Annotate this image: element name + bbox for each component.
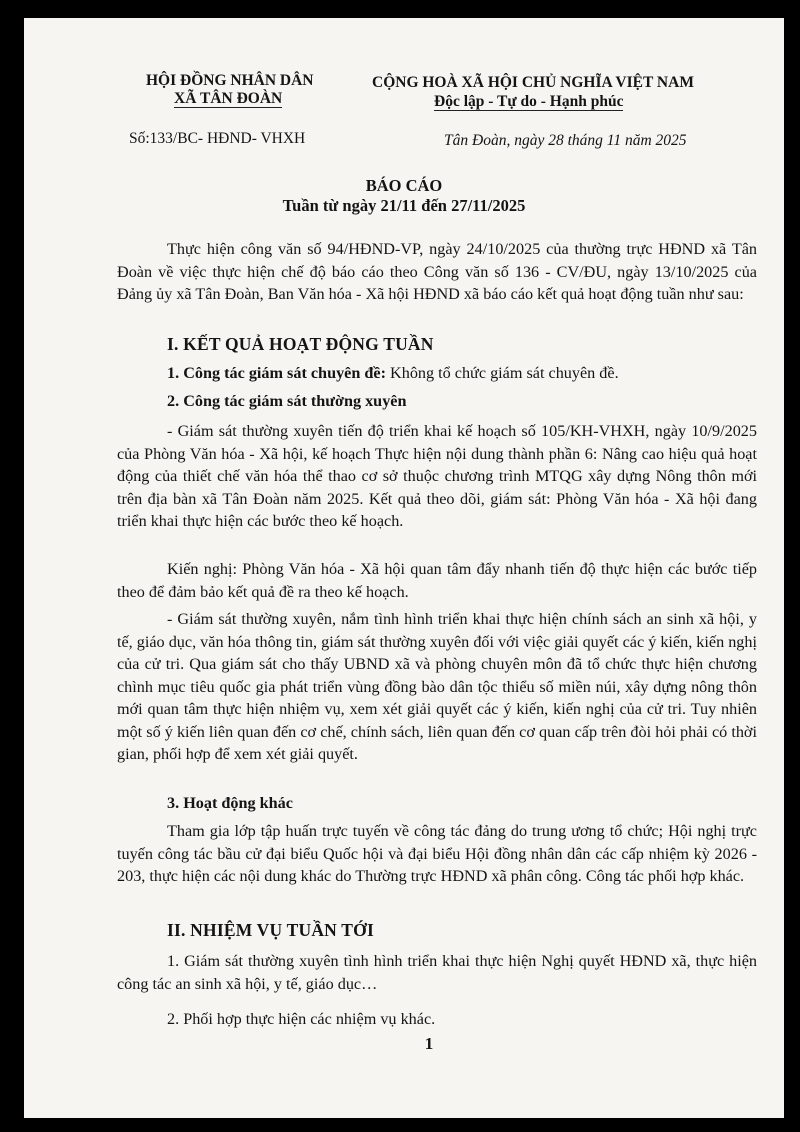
org-name-line2-text: XÃ TÂN ĐOÀN [174,90,283,107]
section-2-item-2: 2. Phối hợp thực hiện các nhiệm vụ khác. [167,1010,436,1028]
section-1-item-2-paragraph-2: Kiến nghị: Phòng Văn hóa - Xã hội quan tâm đẩy nhanh tiến độ thực hiện các bước tiếp theo để đảm bảo kết quả đề ra theo kế hoạch. [117,560,757,601]
section-1-item-1-label: 1. Công tác giám sát chuyên đề: [167,364,386,382]
org-name-line1: HỘI ĐỒNG NHÂN DÂN [146,72,314,89]
section-1-item-1-text: Không tổ chức giám sát chuyên đề. [385,364,619,382]
section-1-item-2-heading: 2. Công tác giám sát thường xuyên [167,392,407,410]
place-and-date: Tân Đoàn, ngày 28 tháng 11 năm 2025 [444,132,687,149]
report-subtitle: Tuần từ ngày 21/11 đến 27/11/2025 [282,196,526,215]
section-2-heading: II. NHIỆM VỤ TUẦN TỚI [167,920,374,940]
section-1-heading: I. KẾT QUẢ HOẠT ĐỘNG TUẦN [167,334,434,354]
country-name: CỘNG HOÀ XÃ HỘI CHỦ NGHĨA VIỆT NAM [372,74,694,91]
section-1-item-2-paragraph-1: - Giám sát thường xuyên tiến độ triển khai kế hoạch số 105/KH-VHXH, ngày 10/9/2025 của Phòng Văn hóa - Xã hội, kế hoạch Thực hiện nội dung thành phần 6: Nâng cao hiệu quả hoạt động của thiết chế văn hóa thể thao cơ sở thuộc chương trình MTQG xây dựng Nông thôn mới trên địa bàn xã Tân Đoàn năm 2025. Kết quả theo dõi, giám sát: Phòng Văn hóa - Xã hội đang triển khai thực hiện các bước theo kế hoạch. [117,422,757,530]
motto-text: Độc lập - Tự do - Hạnh phúc [434,93,624,110]
section-1-item-3-paragraph: Tham gia lớp tập huấn trực tuyến về công tác đảng do trung ương tổ chức; Hội nghị trực tuyến công tác bầu cử đại biểu Quốc hội và đại biểu Hội đồng nhân dân các cấp nhiệm kỳ 2026 - 203, thực hiện các nội dung khác do Thường trực HĐND xã phân công. Công tác phối hợp khác. [117,822,757,885]
intro-paragraph: Thực hiện công văn số 94/HĐND-VP, ngày 24/10/2025 của thường trực HĐND xã Tân Đoàn về việc thực hiện chế độ báo cáo theo Công văn số 136 - CV/ĐU, ngày 13/10/2025 của Đảng ủy xã Tân Đoàn, Ban Văn hóa - Xã hội HĐND xã báo cáo kết quả hoạt động tuần như sau: [117,240,757,303]
motto [434,93,623,111]
section-1-item-1 [167,362,619,384]
section-1-item-2-paragraph-3: - Giám sát thường xuyên, nắm tình hình triển khai thực hiện chính sách an sinh xã hội, y tế, giáo dục, văn hóa thông tin, giám sát thường xuyên đối với việc giải quyết các ý kiến, kiến nghị của cử tri. Qua giám sát cho thấy UBND xã và phòng chuyên môn đã tổ chức thực hiện chương chình mục tiêu quốc gia phát triển vùng đồng bào dân tộc thiểu số miền núi, xây dựng nông thôn mới quan tâm thực hiện nhiệm vụ, xem xét giải quyết các ý kiến, kiến nghị của cử tri. Tuy nhiên một số ý kiến liên quan đến cơ chế, chính sách, liên quan đến cơ quan cấp trên đòi hỏi phải có thời gian, phối hợp để xem xét giải quyết. [117,610,757,763]
document-number: Số:133/BC- HĐND- VHXH [129,130,306,147]
document-page [24,18,784,1118]
page-number: 1 [424,1034,434,1053]
report-title: BÁO CÁO [365,176,443,195]
section-1-item-3-heading: 3. Hoạt động khác [167,794,293,812]
section-2-item-1: 1. Giám sát thường xuyên tình hình triển khai thực hiện Nghị quyết HĐND xã, thực hiện công tác an sinh xã hội, y tế, giáo dục… [117,952,757,993]
org-name-line2 [174,90,282,108]
